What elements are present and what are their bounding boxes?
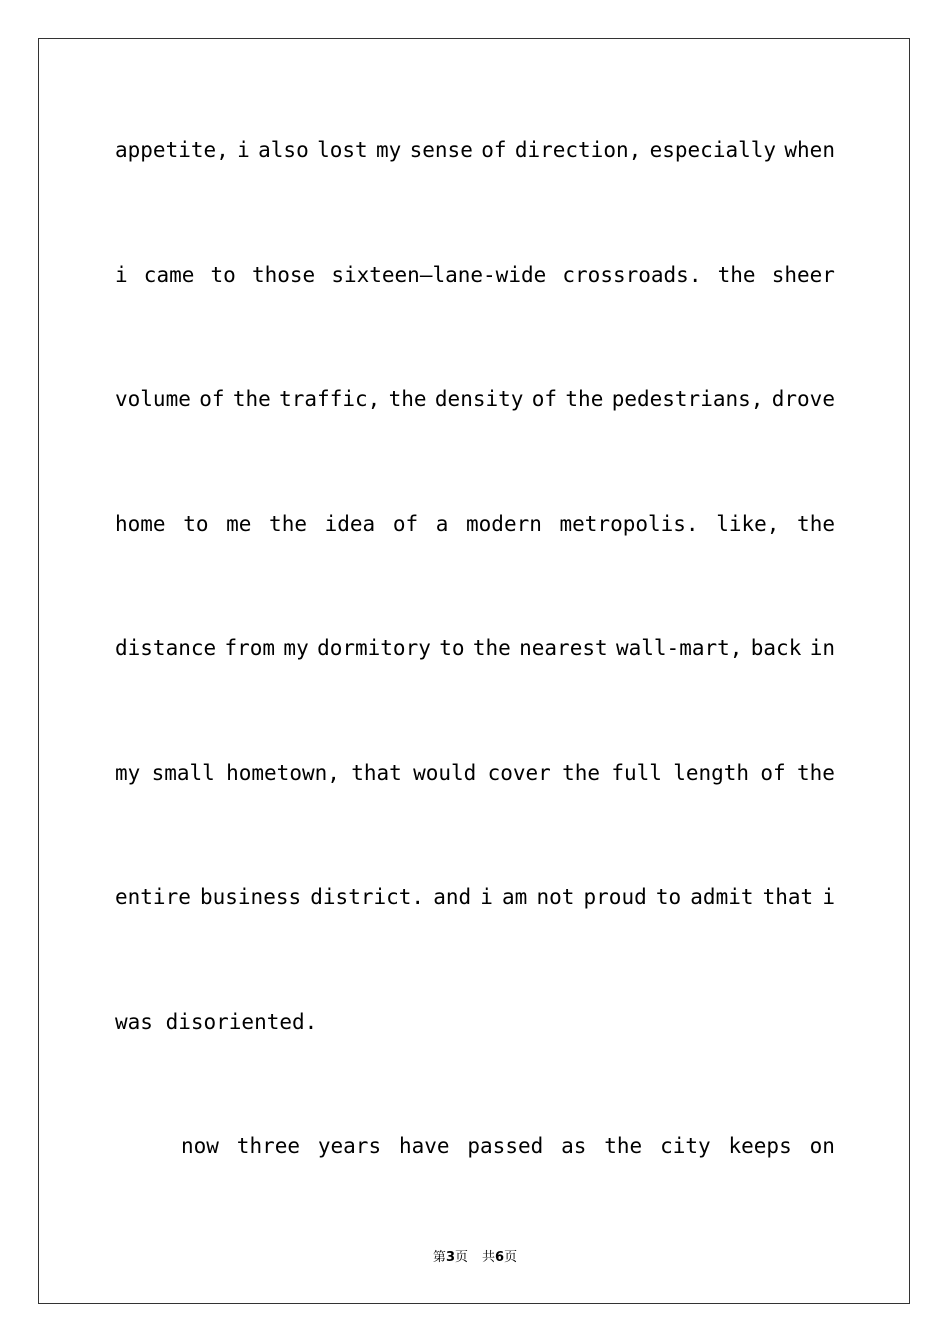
word: appetite, [115, 138, 229, 162]
word: modern [466, 512, 542, 536]
text-line-3 [115, 385, 835, 413]
word: that [351, 761, 402, 785]
word: crossroads. [562, 263, 702, 287]
word: back [750, 636, 802, 660]
text-line-1 [115, 136, 835, 164]
text-line-9-paragraph-start [115, 1132, 835, 1160]
word: a [435, 512, 449, 536]
word: traffic, [279, 387, 381, 411]
word: length [673, 761, 750, 785]
word: i [237, 138, 250, 162]
word: of [760, 761, 786, 785]
word: proud [583, 885, 647, 909]
word: idea [324, 512, 376, 536]
word: not [536, 885, 575, 909]
word: the [797, 512, 835, 536]
word: me [226, 512, 252, 536]
word: sense [409, 138, 473, 162]
page-frame [38, 38, 910, 1304]
word: came [143, 263, 195, 287]
word: when [784, 138, 835, 162]
total-page-count: 6 [495, 1250, 505, 1265]
word: the [565, 387, 604, 411]
word: those [251, 263, 316, 287]
text-line-8-paragraph-end: was disoriented. [115, 1010, 318, 1034]
word: hometown, [226, 761, 340, 785]
word: metropolis. [559, 512, 699, 536]
text-line-6 [115, 759, 835, 787]
word: the [472, 636, 511, 660]
word: keeps [728, 1134, 792, 1158]
word: to [655, 885, 682, 909]
word: entire [115, 885, 191, 909]
word: especially [649, 138, 777, 162]
word: to [439, 636, 465, 660]
word: now [181, 1134, 219, 1158]
word: my [375, 138, 402, 162]
word: have [398, 1134, 450, 1158]
word: business [199, 885, 302, 909]
word: and [433, 885, 472, 909]
text-line-7 [115, 883, 835, 911]
word: to [210, 263, 236, 287]
total-prefix: 共 [482, 1250, 496, 1265]
text-line-5 [115, 634, 835, 662]
word: of [392, 512, 419, 536]
page-suffix: 页 [454, 1250, 468, 1265]
word: volume [115, 387, 191, 411]
word: of [531, 387, 558, 411]
word: the [604, 1134, 643, 1158]
word: like, [716, 512, 780, 536]
word: i [115, 263, 128, 287]
word: the [388, 387, 427, 411]
word: as [561, 1134, 587, 1158]
page-number-footer [0, 1246, 950, 1265]
word: years [317, 1134, 382, 1158]
word: the [269, 512, 307, 536]
word: my [115, 761, 141, 785]
word: also [258, 138, 309, 162]
word: drove [771, 387, 835, 411]
word: from [224, 636, 276, 660]
word: on [809, 1134, 835, 1158]
word: nearest [519, 636, 608, 660]
word: in [809, 636, 835, 660]
word: the [232, 387, 271, 411]
word: the [796, 761, 835, 785]
word: sixteen–lane-wide [331, 263, 547, 287]
word: city [660, 1134, 711, 1158]
page-prefix: 第 [432, 1250, 446, 1265]
word: i [480, 885, 493, 909]
text-line-2 [115, 261, 835, 289]
word: i [822, 885, 835, 909]
text-line-4 [115, 510, 835, 538]
word: of [481, 138, 507, 162]
word: lost [317, 138, 368, 162]
word: sheer [771, 263, 835, 287]
word: density [434, 387, 524, 411]
word: full [611, 761, 662, 785]
word: of [199, 387, 225, 411]
word: direction, [514, 138, 642, 162]
word: cover [487, 761, 551, 785]
word: pedestrians, [611, 387, 764, 411]
word: distance [115, 636, 217, 660]
word: district. [310, 885, 425, 909]
word: that [762, 885, 814, 909]
word: admit [690, 885, 754, 909]
total-suffix: 页 [504, 1250, 518, 1265]
word: am [502, 885, 528, 909]
word: wall-mart, [615, 636, 743, 660]
current-page-number: 3 [445, 1250, 455, 1265]
word: dormitory [317, 636, 431, 660]
word: three [236, 1134, 301, 1158]
word: my [283, 636, 309, 660]
word: home [115, 512, 166, 536]
word: to [183, 512, 209, 536]
word: would [413, 761, 477, 785]
word: small [151, 761, 215, 785]
word: the [562, 761, 601, 785]
word: passed [467, 1134, 544, 1158]
word: the [717, 263, 756, 287]
